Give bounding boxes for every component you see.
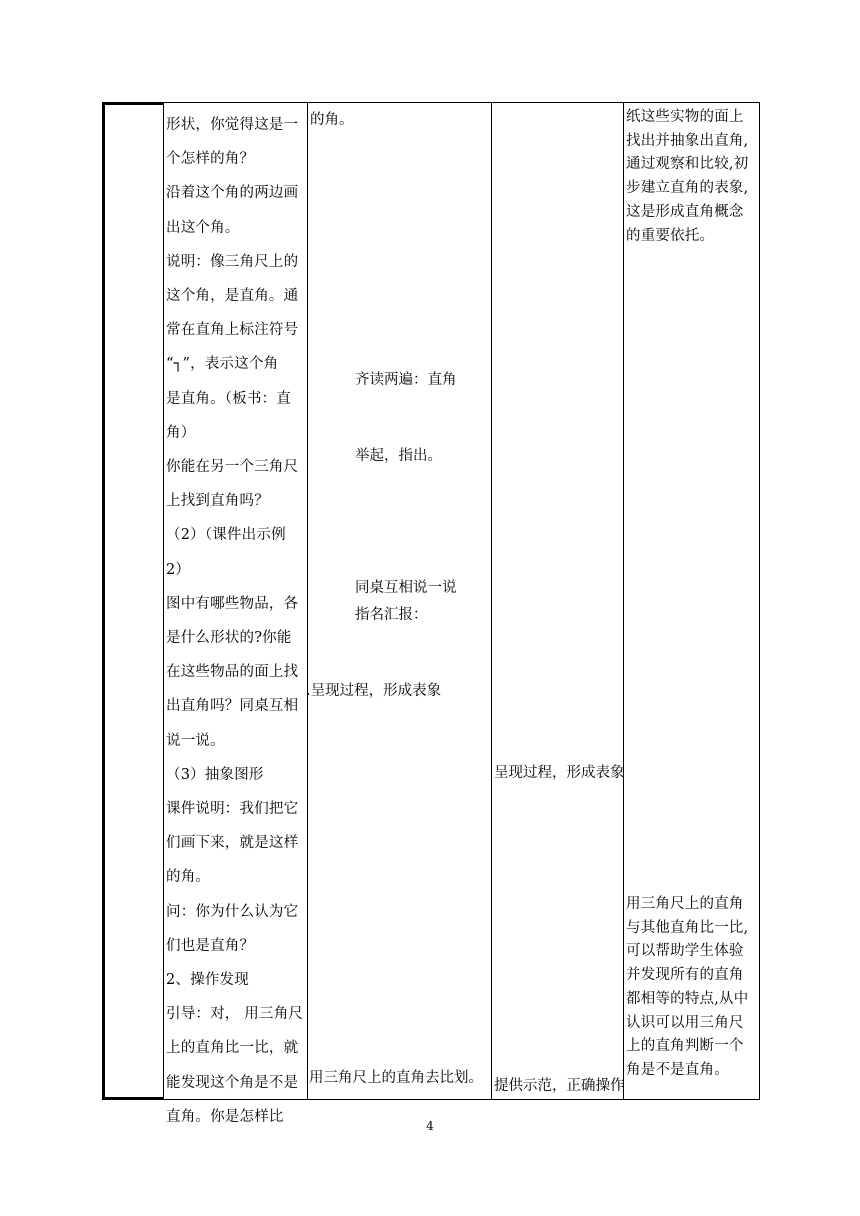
text-line: 能发现这个角是不是 (166, 1074, 299, 1091)
text-line: 并发现所有的直角 (626, 967, 744, 984)
student-text-process: .呈现过程，形成表象 (306, 683, 442, 699)
student-text-read: 齐读两遍：直角 (355, 372, 457, 388)
text-line: 2、操作发现 (166, 972, 249, 989)
text-line: 是直角。（板书：直 (166, 390, 292, 407)
text-line: 课件说明：我们把它 (166, 801, 299, 818)
text-line: 沿着这个角的两边画 (166, 185, 299, 202)
text-line: 常在直角上标注符号 (166, 322, 299, 339)
text-line: 与其他直角比一比, (626, 919, 749, 936)
table-top-border (164, 102, 760, 103)
text-line: （2）（课件出示例 2） (166, 527, 286, 578)
text-line: 通过观察和比较,初 (626, 156, 749, 173)
text-line: 的重要依托。 (626, 227, 715, 244)
rationale-bottom-cell (626, 893, 756, 1083)
intent-text-process: 呈现过程，形成表象 (494, 765, 625, 781)
text-line: 形状，你觉得这是一 (166, 117, 299, 133)
table-left-border (102, 102, 105, 1100)
text-line: 的角。 (166, 869, 211, 886)
text-line: 直角。你是怎样比 (166, 1108, 284, 1125)
text-line: 在这些物品的面上找 (166, 664, 299, 681)
text-line: 引导：对， 用三角尺 (166, 1006, 304, 1023)
text-line: 角是不是直角。 (626, 1061, 729, 1078)
table-top-border-thick (102, 102, 164, 105)
text-line: 个怎样的角？ (166, 151, 255, 168)
teacher-activity-cell (166, 108, 306, 1134)
text-line: 都相等的特点,从中 (626, 990, 749, 1007)
text-line: 这是形成直角概念 (626, 203, 744, 220)
column-divider (491, 102, 492, 1100)
text-line: 找出并抽象出直角, (626, 132, 749, 149)
student-text-report: 指名汇报： (355, 607, 428, 623)
student-text-bottom: 用三角尺上的直角去比划。 (309, 1070, 483, 1086)
text-line: 上的直角比一比，就 (166, 1040, 299, 1057)
text-line: 上的直角判断一个 (626, 1038, 744, 1055)
table-bottom-border-thick (102, 1097, 164, 1100)
rationale-top-cell (626, 106, 756, 248)
text-line: （3）抽象图形 (166, 766, 264, 783)
text-line: 问：你为什么认为它 (166, 903, 299, 920)
table-right-border (759, 102, 760, 1100)
text-line: 步建立直角的表象, (626, 180, 749, 197)
text-line: 是什么形状的?你能 (166, 630, 292, 647)
text-line: 这个角，是直角。通 (166, 288, 299, 305)
text-line: 们画下来，就是这样 (166, 835, 299, 852)
text-line: 出直角吗？同桌互相 (166, 698, 299, 715)
text-line: 图中有哪些物品，各 (166, 595, 299, 612)
text-line: 纸这些实物的面上 (626, 109, 744, 125)
column-divider (623, 102, 624, 1100)
text-line: 说明：像三角尺上的 (166, 253, 299, 270)
column-divider (307, 102, 308, 1100)
text-line: 说一说。 (166, 732, 225, 749)
text-line: 角） (166, 424, 196, 441)
intent-text-bottom: 提供示范，正确操作 (494, 1078, 625, 1094)
text-line: “┐”，表示这个角 (166, 356, 279, 373)
page-number: 4 (426, 1119, 434, 1133)
student-text-top: 的角。 (310, 112, 354, 128)
text-line: 用三角尺上的直角 (626, 896, 744, 912)
student-text-pair: 同桌互相说一说 (355, 580, 457, 596)
student-text-raise: 举起，指出。 (355, 448, 442, 464)
text-line: 可以帮助学生体验 (626, 943, 744, 960)
text-line: 们也是直角？ (166, 937, 255, 954)
text-line: 你能在另一个三角尺 (166, 459, 299, 476)
text-line: 认识可以用三角尺 (626, 1014, 744, 1031)
text-line: 上找到直角吗？ (166, 493, 269, 510)
column-divider (163, 102, 164, 1100)
text-line: 出这个角。 (166, 219, 240, 236)
